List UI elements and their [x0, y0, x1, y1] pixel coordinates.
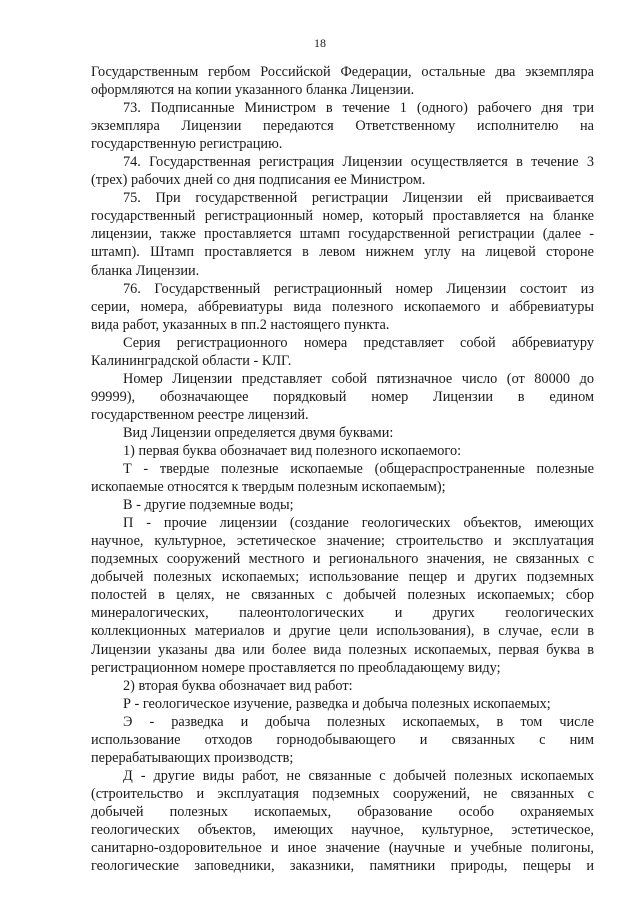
text-line: 74. Государственная регистрация Лицензии осуществляется в течение 3 — [123, 154, 594, 171]
text-line: минералогических, палеонтологических и других геологических — [91, 605, 594, 622]
text-line: Э - разведка и добыча полезных ископаемых, в том числе — [123, 713, 594, 730]
text-line: Лицензии указаны два или более вида полезных ископаемых, первая буква в — [91, 641, 594, 658]
body-text — [91, 63, 594, 875]
text-line: 73. Подписанные Министром в течение 1 (одного) рабочего дня три — [123, 100, 594, 117]
text-line: (трех) рабочих дней со дня подписания ее Министром. — [91, 172, 426, 189]
text-line: использование отходов горнодобывающего и связанных с ним — [91, 731, 594, 748]
text-line: лицензии, также проставляется штамп государственной регистрации (далее - — [91, 226, 594, 243]
text-line: 1) первая буква обозначает вид полезного ископаемого: — [123, 442, 462, 459]
text-line: Государственным гербом Российской Федерации, остальные два экземпляра — [91, 64, 594, 80]
text-line: государственный регистрационный номер, который проставляется на бланке — [91, 208, 594, 225]
text-line: Д - другие виды работ, не связанные с добычей полезных ископаемых — [123, 767, 594, 784]
text-line: 99999), обозначающее порядковый номер Лицензии в едином — [91, 388, 594, 405]
text-line: Т - твердые полезные ископаемые (общераспространенные полезные — [123, 461, 594, 478]
text-line: Р - геологическое изучение, разведка и добыча полезных ископаемых; — [123, 695, 551, 712]
text-line: коллекционных материалов и другие цели использования), в случае, если в — [91, 623, 594, 640]
text-line: П - прочие лицензии (создание геологических объектов, имеющих — [123, 515, 594, 532]
text-line: (строительство и эксплуатация подземных сооружений, не связанных с — [91, 785, 594, 802]
text-line: геологических объектов, имеющих научное, культурное, эстетическое, — [91, 821, 594, 838]
text-line: добычей полезных ископаемых, образование особо охраняемых — [91, 803, 594, 820]
text-line: оформляются на копии указанного бланка Лицензии. — [91, 82, 415, 99]
text-line: ископаемые относятся к твердым полезным ископаемым); — [91, 479, 446, 496]
text-line: Калининградской области - КЛГ. — [91, 352, 292, 369]
text-line: бланка Лицензии. — [91, 262, 200, 279]
text-line: полостей в целях, не связанных с добычей полезных ископаемых; сбор — [91, 587, 594, 604]
text-line: регистрационном номере проставляется по преобладающему виду; — [91, 659, 501, 676]
text-line: 76. Государственный регистрационный номер Лицензии состоит из — [123, 280, 594, 297]
text-line: геологические заповедники, заказники, памятники природы, пещеры и — [91, 858, 594, 875]
text-line: санитарно-оздоровительное и иное значение (научные и учебные полигоны, — [91, 840, 594, 857]
text-line: 75. При государственной регистрации Лицензии ей присваивается — [123, 190, 594, 207]
text-line: добычей полезных ископаемых; использование пещер и других подземных — [91, 569, 594, 586]
text-line: штамп). Штамп проставляется в левом нижнем углу на лицевой стороне — [91, 244, 594, 261]
text-line: перерабатывающих производств; — [91, 749, 294, 766]
text-line: серии, номера, аббревиатуры вида полезного ископаемого и аббревиатуры — [91, 298, 594, 315]
text-line: Серия регистрационного номера представляет собой аббревиатуру — [123, 334, 594, 351]
text-line: 2) вторая буква обозначает вид работ: — [123, 677, 353, 694]
text-line: Номер Лицензии представляет собой пятизначное число (от 80000 до — [123, 370, 594, 387]
text-line: научное, культурное, эстетическое значение; строительство и эксплуатация — [91, 533, 594, 550]
text-line: экземпляра Лицензии передаются Ответственному исполнителю на — [91, 118, 594, 135]
text-line: Вид Лицензии определяется двумя буквами: — [123, 424, 394, 441]
text-line: подземных сооружений местного и регионального значения, не связанных с — [91, 551, 594, 568]
text-line: В - другие подземные воды; — [123, 497, 294, 514]
text-line: государственную регистрацию. — [91, 136, 283, 153]
page-number: 18 — [314, 36, 326, 50]
text-line: государственном реестре лицензий. — [91, 406, 309, 423]
text-line: вида работ, указанных в пп.2 настоящего пункта. — [91, 316, 390, 333]
